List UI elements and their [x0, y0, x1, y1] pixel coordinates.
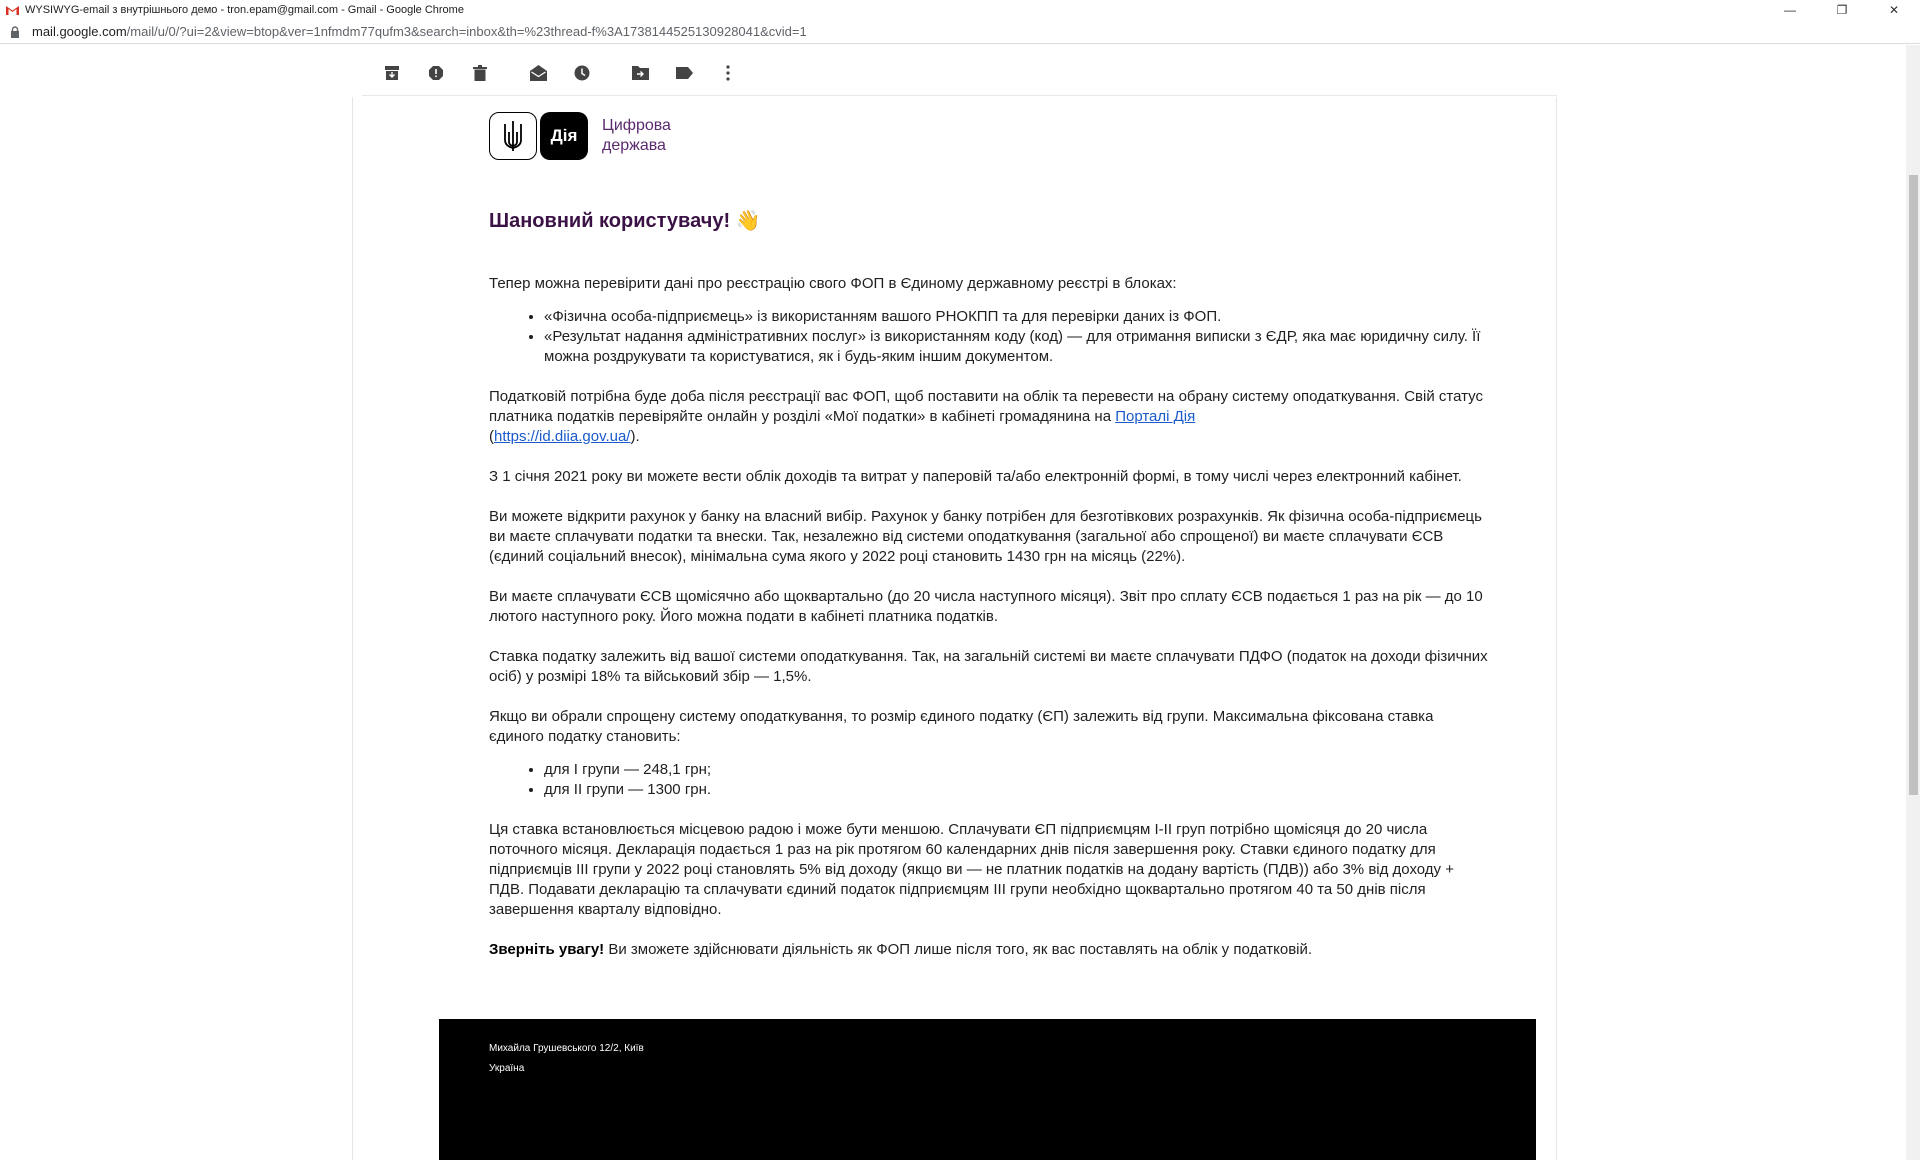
scrollbar-thumb[interactable]	[1909, 175, 1918, 795]
list-item: • «Фізична особа-підприємець» із використанням вашого РНОКПП та для перевірки даних із ФОП.	[544, 307, 1489, 327]
report-spam-button[interactable]	[421, 58, 451, 88]
brand-header	[489, 112, 671, 160]
attention-label: Зверніть увагу!	[489, 941, 605, 958]
attention-paragraph	[489, 940, 1489, 960]
trident-logo-icon	[489, 112, 537, 160]
brand-line1: Цифрова	[602, 117, 671, 134]
list-item: • для ІІ групи — 1300 грн.	[544, 780, 1489, 800]
page-scrollbar[interactable]	[1906, 45, 1920, 1160]
diia-logo: Дія	[540, 112, 588, 160]
portal-diia-link[interactable]: Порталі Дія	[1115, 408, 1196, 425]
footer-address: Михайла Грушевського 12/2, Київ	[489, 1043, 644, 1054]
snooze-button[interactable]	[567, 58, 597, 88]
message-toolbar	[362, 50, 1557, 96]
brand-line2: держава	[602, 137, 666, 154]
intro-paragraph: Тепер можна перевірити дані про реєстрацію свого ФОП в Єдиному державному реєстрі в блоках:	[489, 275, 1177, 292]
list-item: • «Результат надання адміністративних послуг» із використанням коду (код) — для отримання виписки з ЄДР, яка має юридичну силу. Її можна роздрукувати та користуватися, як і будь-яким іншим документом.	[544, 327, 1489, 367]
email-greeting: Шановний користувачу! 👋	[489, 210, 761, 232]
more-button[interactable]	[713, 58, 743, 88]
list-item: • для І групи — 248,1 грн;	[544, 760, 1489, 780]
url-host: mail.google.com	[32, 24, 127, 39]
groups-list	[544, 760, 1489, 800]
trash-icon	[473, 65, 487, 81]
labels-button[interactable]	[669, 58, 699, 88]
attention-text: Ви зможете здійснювати діяльність як ФОП лише після того, як вас поставлять на облік у податковій.	[604, 941, 1313, 958]
mark-unread-button[interactable]	[523, 58, 553, 88]
footer-country: Україна	[489, 1063, 525, 1074]
local-council-paragraph: Ця ставка встановлюється місцевою радою і може бути меншою. Сплачувати ЄП підприємцям І-ІІ груп потрібно щомісяця до 20 числа поточного місяця. Декларація подається 1 раз на рік протягом 60 календарних днів після завершення року. Ставки єдиного податку для підприємців ІІІ групи у 2022 році становлять 5% від доходу (якщо ви — не платник податків на додану вартість (ПДВ)) або 3% від доходу + ПДВ. Подавати декларацію та сплачувати єдиний податок підприємцям ІІІ групи необхідно щоквартально протягом 40 та 50 днів після завершення кварталу відповідно.	[489, 821, 1454, 918]
accounting-paragraph: З 1 січня 2021 року ви можете вести облік доходів та витрат у паперовій та/або електронній формі, в тому числі через електронний кабінет.	[489, 468, 1462, 485]
close-paren: ).	[630, 428, 640, 445]
simplified-paragraph: Якщо ви обрали спрощену систему оподаткування, то розмір єдиного податку (ЄП) залежить від групи. Максимальна фіксована ставка єдиного податку становить:	[489, 708, 1434, 745]
mail-open-icon	[530, 65, 547, 81]
folder-move-icon	[632, 65, 649, 80]
email-content	[489, 274, 1489, 980]
move-to-button[interactable]	[625, 58, 655, 88]
tax-office-paragraph	[489, 387, 1489, 447]
url-text[interactable]	[32, 24, 807, 39]
label-icon	[676, 67, 693, 79]
more-vert-icon	[726, 65, 730, 81]
browser-titlebar	[0, 0, 1920, 20]
brand-name	[602, 116, 671, 156]
registry-blocks-list	[544, 307, 1489, 367]
email-footer	[439, 1019, 1536, 1160]
window-title: WYSIWYG-email з внутрішнього демо - tron.epam@gmail.com - Gmail - Google Chrome	[25, 4, 464, 16]
address-bar[interactable]	[0, 20, 1920, 44]
tax-office-text: Податковій потрібна буде доба після реєстрації вас ФОП, щоб поставити на облік та перевести на обрану систему оподаткування. Свій статус платника податків перевіряйте онлайн у розділі «Мої податки» в кабінеті громадянина на	[489, 388, 1483, 425]
minimize-button[interactable]: —	[1784, 3, 1796, 17]
gmail-favicon-icon	[6, 5, 19, 15]
url-path: /mail/u/0/?ui=2&view=btop&ver=1nfmdm77qufm3&search=inbox&th=%23thread-f%3A1738144525130928041&cvid=1	[126, 24, 807, 39]
delete-button[interactable]	[465, 58, 495, 88]
close-window-button[interactable]: ✕	[1888, 3, 1900, 17]
bank-paragraph: Ви можете відкрити рахунок у банку на власний вибір. Рахунок у банку потрібен для безготівкових розрахунків. Як фізична особа-підприємець ви маєте сплачувати податки та внески. Так, незалежно від системи оподаткування (загальної або спрощеної) ви маєте сплачувати ЄСВ (єдиний соціальний внесок), мінімальна сума якого у 2022 році становить 1430 грн на місяць (22%).	[489, 508, 1482, 565]
clock-icon	[574, 65, 590, 81]
restore-button[interactable]: ❐	[1836, 3, 1848, 17]
portal-url-link[interactable]: https://id.diia.gov.ua/	[494, 428, 631, 445]
tax-rate-paragraph: Ставка податку залежить від вашої системи оподаткування. Так, на загальній системі ви маєте сплачувати ПДФО (податок на доходи фізичних осіб) у розмірі 18% та військовий збір — 1,5%.	[489, 648, 1488, 685]
archive-icon	[384, 65, 400, 81]
window-controls	[1764, 0, 1920, 20]
archive-button[interactable]	[377, 58, 407, 88]
open-paren: (	[489, 428, 494, 445]
spam-icon	[428, 65, 444, 81]
lock-icon[interactable]	[10, 26, 24, 38]
esv-paragraph: Ви маєте сплачувати ЄСВ щомісячно або щоквартально (до 20 числа наступного місяця). Звіт про сплату ЄСВ подається 1 раз на рік — до 10 лютого наступного року. Його можна подати в кабінеті платника податків.	[489, 588, 1483, 625]
